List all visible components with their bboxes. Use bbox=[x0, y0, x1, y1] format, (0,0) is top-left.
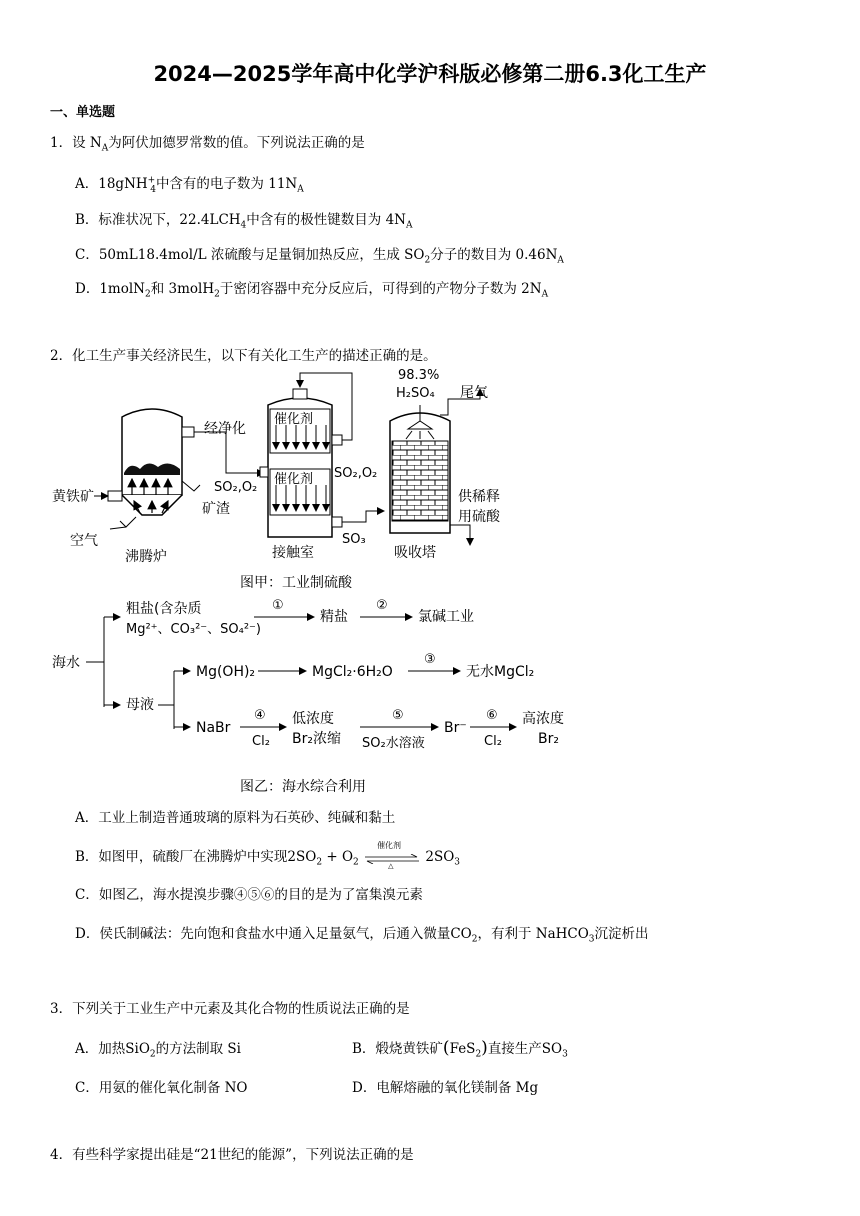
label-air: 空气 bbox=[70, 533, 98, 549]
label-high-conc: 高浓度 bbox=[522, 711, 564, 727]
label-step-3: ③ bbox=[424, 652, 436, 667]
q1-option-a[interactable]: A．18gNH+$_4$中含有的电子数为 $11N_A$ bbox=[75, 175, 304, 195]
q2-option-b[interactable]: B．如图甲，硫酸厂在沸腾炉中实现$2SO_2 + O_2$ 催化剂 △ $2SO_3$ bbox=[75, 840, 460, 870]
label-so2o2-1: SO₂,O₂ bbox=[214, 480, 258, 495]
label-impurities: Mg²⁺、CO₃²⁻、SO₄²⁻) bbox=[126, 622, 261, 637]
q2-option-a[interactable]: A．工业上制造普通玻璃的原料为石英砂、纯碱和黏土 bbox=[75, 810, 396, 826]
q3-option-d[interactable]: D．电解熔融的氧化镁制备 Mg bbox=[352, 1080, 539, 1096]
label-catalyst-2: 催化剂 bbox=[274, 472, 314, 487]
label-br-ion: Br⁻ bbox=[444, 720, 467, 736]
label-chlor-alkali: 氯碱工业 bbox=[418, 609, 474, 625]
q2-option-c[interactable]: C．如图乙，海水提溴步骤④⑤⑥的目的是为了富集溴元素 bbox=[75, 887, 423, 903]
label-mother-liquor: 母液 bbox=[126, 697, 154, 713]
q3-option-c[interactable]: C．用氨的催化氧化制备 NO bbox=[75, 1080, 248, 1096]
q3-stem: 3．下列关于工业生产中元素及其化合物的性质说法正确的是 bbox=[50, 1001, 410, 1017]
caption-a: 图甲：工业制硫酸 bbox=[240, 575, 352, 591]
label-br2-concentrate: Br₂浓缩 bbox=[292, 731, 341, 747]
label-crude-salt: 粗盐(含杂质 bbox=[126, 601, 202, 617]
q2-option-d[interactable]: D．侯氏制碱法：先向饱和食盐水中通入足量氨气，后通入微量$CO_2$，有利于 NaHCO$_3$沉淀析出 bbox=[75, 926, 649, 945]
label-fine-salt: 精盐 bbox=[320, 609, 348, 625]
q3-option-a[interactable]: A．加热SiO$_2$的方法制取 Si bbox=[75, 1041, 241, 1060]
label-pyrite: 黄铁矿 bbox=[52, 489, 94, 505]
label-cl2-a: Cl₂ bbox=[252, 734, 270, 749]
diagram-seawater bbox=[52, 598, 564, 795]
label-step-2: ② bbox=[376, 598, 388, 613]
label-so2o2-2: SO₂,O₂ bbox=[334, 466, 378, 481]
label-dilute-1: 供稀释 bbox=[458, 489, 500, 505]
label-step-5: ⑤ bbox=[392, 708, 404, 723]
label-slag: 矿渣 bbox=[202, 501, 230, 517]
label-low-conc: 低浓度 bbox=[292, 711, 334, 727]
label-purify: 经净化 bbox=[204, 421, 246, 437]
label-contact: 接触室 bbox=[272, 545, 314, 561]
label-step-6: ⑥ bbox=[486, 708, 498, 723]
q1-stem: 1．设 $N_A$为阿伏加德罗常数的值。下列说法正确的是 bbox=[50, 135, 365, 154]
caption-b: 图乙：海水综合利用 bbox=[240, 779, 366, 795]
label-seawater: 海水 bbox=[52, 655, 80, 671]
label-nabr: NaBr bbox=[196, 720, 231, 736]
q3-option-b[interactable]: B．煅烧黄铁矿(FeS$_2$)直接生产$SO_3$ bbox=[352, 1038, 568, 1060]
label-dilute-2: 用硫酸 bbox=[458, 509, 500, 525]
label-step-1: ① bbox=[272, 598, 284, 613]
q1-option-d[interactable]: D．1molN$_2$和 3molH$_2$于密闭容器中充分反应后，可得到的产物分子数为 $2N_A$ bbox=[75, 281, 549, 300]
q2-diagrams bbox=[50, 365, 610, 803]
label-furnace: 沸腾炉 bbox=[125, 549, 167, 565]
label-acid-conc: 98.3% bbox=[398, 368, 440, 383]
page-title: 2024—2025学年高中化学沪科版必修第二册6.3化工生产 bbox=[153, 62, 707, 86]
reversible-arrow: 催化剂 △ bbox=[363, 850, 421, 866]
label-tail-gas: 尾气 bbox=[460, 385, 488, 401]
q2-stem: 2．化工生产事关经济民生，以下有关化工生产的描述正确的是。 bbox=[50, 348, 437, 364]
label-so2-aq: SO₂水溶液 bbox=[362, 736, 425, 751]
label-acid: H₂SO₄ bbox=[396, 386, 435, 401]
label-so3: SO₃ bbox=[342, 532, 366, 547]
label-mgoh2: Mg(OH)₂ bbox=[196, 664, 256, 680]
label-anhydrous-mgcl2: 无水MgCl₂ bbox=[466, 664, 535, 680]
q1-option-b[interactable]: B．标准状况下，$22.4LCH_4$中含有的极性键数目为 $4N_A$ bbox=[75, 212, 413, 231]
label-mgcl2-hydrate: MgCl₂·6H₂O bbox=[312, 664, 393, 680]
label-cl2-b: Cl₂ bbox=[484, 734, 502, 749]
label-catalyst-1: 催化剂 bbox=[274, 412, 314, 427]
furnace-body bbox=[122, 409, 182, 495]
q4-stem: 4．有些科学家提出硅是“21世纪的能源”，下列说法正确的是 bbox=[50, 1147, 414, 1163]
label-step-4: ④ bbox=[254, 708, 266, 723]
label-absorber: 吸收塔 bbox=[394, 545, 436, 561]
diagram-sulfuric-acid bbox=[52, 368, 501, 591]
section-heading: 一、单选题 bbox=[50, 105, 116, 120]
q1-option-c[interactable]: C．50mL18.4mol/L 浓硫酸与足量铜加热反应，生成 $SO_2$分子的数目为 $0.46N_A$ bbox=[75, 247, 564, 266]
label-br2: Br₂ bbox=[538, 731, 559, 747]
